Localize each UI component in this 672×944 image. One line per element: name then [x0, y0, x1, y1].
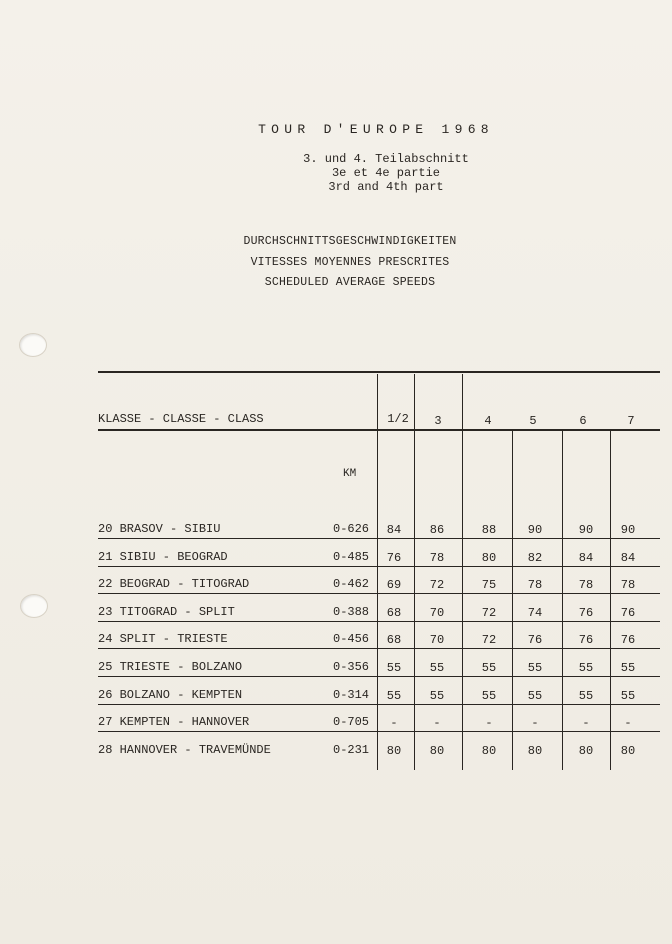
speed-value: 55 [527, 688, 543, 703]
speed-value: 76 [527, 633, 543, 648]
speed-value: 72 [429, 578, 445, 593]
subtitle-fr: 3e et 4e partie [331, 166, 441, 180]
speed-value: - [531, 716, 539, 731]
speed-value: 70 [429, 605, 445, 620]
row-underline [98, 538, 660, 539]
speed-value: 86 [429, 523, 445, 537]
speed-value: 84 [578, 550, 594, 565]
class-header: 4 [484, 414, 492, 428]
class-header: 6 [579, 414, 587, 428]
table-column-line [377, 374, 378, 770]
km-label: KM [343, 468, 357, 480]
speed-value: 55 [578, 661, 594, 675]
speed-value: 68 [386, 605, 402, 620]
speed-value: 68 [386, 633, 402, 648]
table-header-rule [98, 429, 660, 431]
speed-value: 78 [620, 578, 636, 593]
speed-value: - [582, 716, 590, 731]
speed-value: 55 [429, 688, 445, 703]
speed-value: 76 [578, 633, 594, 648]
speed-value: 55 [620, 688, 636, 703]
row-underline [98, 566, 660, 567]
speed-value: 78 [578, 578, 594, 593]
row-underline [98, 648, 660, 649]
class-header: 7 [627, 414, 635, 428]
speed-value: 75 [481, 578, 497, 593]
speed-value: 55 [481, 688, 497, 703]
stage-km: 0-356 [333, 660, 370, 674]
row-underline [98, 704, 660, 705]
subtitle-de: 3. und 4. Teilabschnitt [303, 152, 469, 166]
speed-value: - [390, 716, 398, 731]
table-column-line [562, 430, 563, 770]
subtitle-en: 3rd and 4th part [328, 180, 444, 194]
speed-value: 76 [620, 605, 636, 620]
stage-km: 0-462 [333, 577, 370, 592]
class-label: KLASSE - CLASSE - CLASS [98, 412, 264, 426]
speed-value: 84 [386, 523, 402, 537]
speed-value: 78 [527, 578, 543, 593]
table-column-line [512, 430, 513, 770]
stage-name: 24 SPLIT - TRIESTE [98, 632, 228, 647]
speed-value: 74 [527, 605, 543, 620]
speed-value: 55 [578, 688, 594, 703]
speed-value: 76 [620, 633, 636, 648]
speed-value: - [624, 716, 632, 731]
stage-km: 0-705 [333, 715, 370, 730]
speed-value: 72 [481, 633, 497, 648]
heading-en: SCHEDULED AVERAGE SPEEDS [264, 276, 436, 289]
row-underline [98, 593, 660, 594]
table-column-line [414, 374, 415, 770]
speed-value: 76 [386, 550, 402, 565]
speed-value: 69 [386, 578, 402, 593]
stage-km: 0-314 [333, 687, 370, 702]
speed-value: 90 [578, 523, 594, 537]
stage-name: 25 TRIESTE - BOLZANO [98, 660, 243, 674]
speed-value: - [485, 716, 493, 731]
heading-fr: VITESSES MOYENNES PRESCRITES [250, 256, 450, 269]
speed-value: 80 [386, 743, 402, 758]
stage-name: 20 BRASOV - SIBIU [98, 522, 221, 536]
stage-km: 0-231 [333, 742, 370, 757]
speed-value: 88 [481, 523, 497, 537]
speed-value: 80 [429, 743, 445, 758]
speed-value: 72 [481, 605, 497, 620]
class-header: 3 [434, 414, 442, 428]
speed-value: 55 [386, 688, 402, 703]
speed-value: 55 [386, 661, 402, 675]
punch-hole [19, 333, 47, 357]
stage-km: 0-456 [333, 632, 370, 647]
speed-value: 55 [481, 661, 497, 675]
stage-name: 22 BEOGRAD - TITOGRAD [98, 577, 250, 592]
speed-value: 80 [481, 743, 497, 758]
heading-de: DURCHSCHNITTSGESCHWINDIGKEITEN [243, 235, 457, 248]
row-underline [98, 676, 660, 677]
speed-value: 70 [429, 633, 445, 648]
speed-value: 80 [481, 550, 497, 565]
speed-value: 82 [527, 550, 543, 565]
speed-value: 76 [578, 605, 594, 620]
stage-name: 27 KEMPTEN - HANNOVER [98, 715, 250, 730]
stage-name: 21 SIBIU - BEOGRAD [98, 549, 228, 564]
stage-name: 23 TITOGRAD - SPLIT [98, 604, 235, 619]
speed-value: - [433, 716, 441, 731]
stage-km: 0-388 [333, 604, 370, 619]
speed-value: 80 [527, 743, 543, 758]
document-title: TOUR D'EUROPE 1968 [258, 122, 494, 137]
class-header: 5 [529, 414, 537, 428]
speed-value: 55 [429, 661, 445, 675]
stage-name: 28 HANNOVER - TRAVEMÜNDE [98, 742, 271, 757]
speed-value: 80 [578, 743, 594, 758]
table-column-line [462, 374, 463, 770]
class-header: 1/2 [387, 412, 409, 426]
speed-value: 55 [620, 661, 636, 675]
punch-hole [20, 594, 48, 618]
speed-value: 55 [527, 661, 543, 675]
speed-value: 90 [527, 523, 543, 537]
row-underline [98, 731, 660, 732]
stage-km: 0-485 [333, 549, 370, 564]
speed-value: 90 [620, 523, 636, 537]
stage-name: 26 BOLZANO - KEMPTEN [98, 687, 243, 702]
speed-value: 84 [620, 550, 636, 565]
speed-value: 78 [429, 550, 445, 565]
speed-value: 80 [620, 743, 636, 758]
row-underline [98, 621, 660, 622]
stage-km: 0-626 [333, 522, 370, 536]
table-top-rule [98, 371, 660, 373]
